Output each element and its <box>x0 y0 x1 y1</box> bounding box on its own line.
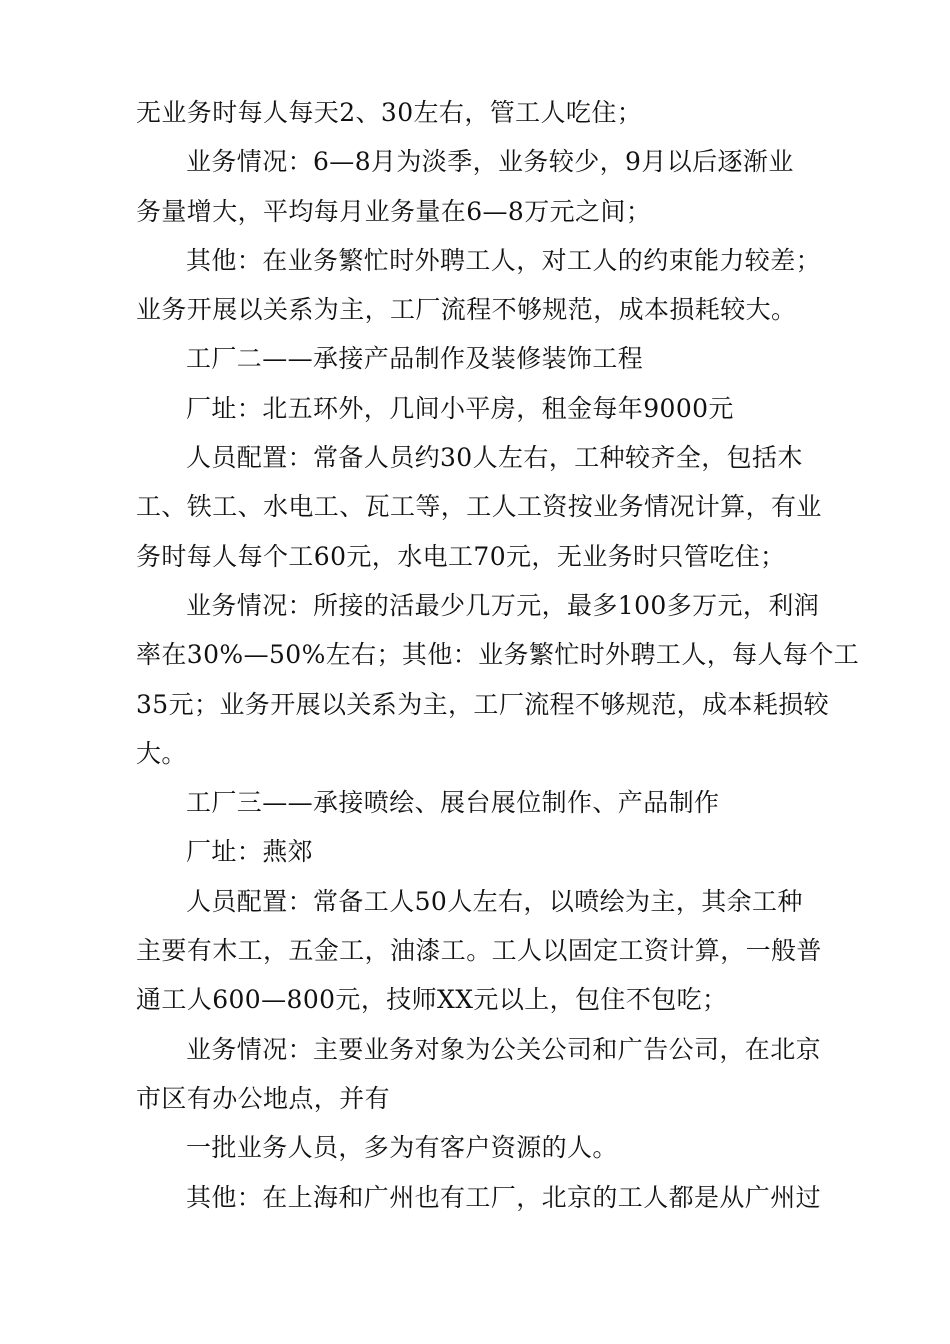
text-line: 厂址：北五环外，几间小平房，租金每年9000元 <box>186 393 734 423</box>
document-body <box>136 88 860 1222</box>
text-line: 其他：在上海和广州也有工厂，北京的工人都是从广州过 <box>186 1182 822 1212</box>
text-line: 厂址：燕郊 <box>186 837 314 867</box>
text-line: 无业务时每人每天2、30左右，管工人吃住； <box>136 98 643 127</box>
text-line: 工厂二——承接产品制作及装修装饰工程 <box>186 344 644 374</box>
text-line: 业务情况：6—8月为淡季，业务较少，9月以后逐渐业 <box>186 147 794 177</box>
text-line: 业务开展以关系为主，工厂流程不够规范，成本损耗较大。 <box>136 295 797 325</box>
text-line: 务时每人每个工60元，水电工70元，无业务时只管吃住； <box>136 541 786 571</box>
text-line: 务量增大，平均每月业务量在6—8万元之间； <box>136 196 652 226</box>
text-line: 工厂三——承接喷绘、展台展位制作、产品制作 <box>186 788 720 818</box>
text-line: 业务情况：所接的活最少几万元，最多100多万元，利润 <box>186 590 820 620</box>
text-line: 人员配置：常备工人50人左右，以喷绘为主，其余工种 <box>186 886 803 916</box>
text-line: 市区有办公地点，并有 <box>136 1083 391 1113</box>
text-line: 大。 <box>136 738 187 768</box>
text-line: 35元；业务开展以关系为主，工厂流程不够规范，成本耗损较 <box>136 689 830 719</box>
text-line: 工、铁工、水电工、瓦工等，工人工资按业务情况计算，有业 <box>136 492 822 522</box>
text-line: 人员配置：常备人员约30人左右，工种较齐全，包括木 <box>186 443 803 473</box>
text-line: 业务情况：主要业务对象为公关公司和广告公司，在北京 <box>186 1034 822 1064</box>
text-line: 率在30%—50%左右；其他：业务繁忙时外聘工人，每人每个工 <box>136 640 860 670</box>
text-line: 通工人600—800元，技师XX元以上，包住不包吃； <box>136 985 728 1015</box>
text-line: 其他：在业务繁忙时外聘工人，对工人的约束能力较差； <box>186 245 822 275</box>
text-line: 主要有木工，五金工，油漆工。工人以固定工资计算，一般普 <box>136 936 822 966</box>
text-line: 一批业务人员，多为有客户资源的人。 <box>186 1133 618 1163</box>
